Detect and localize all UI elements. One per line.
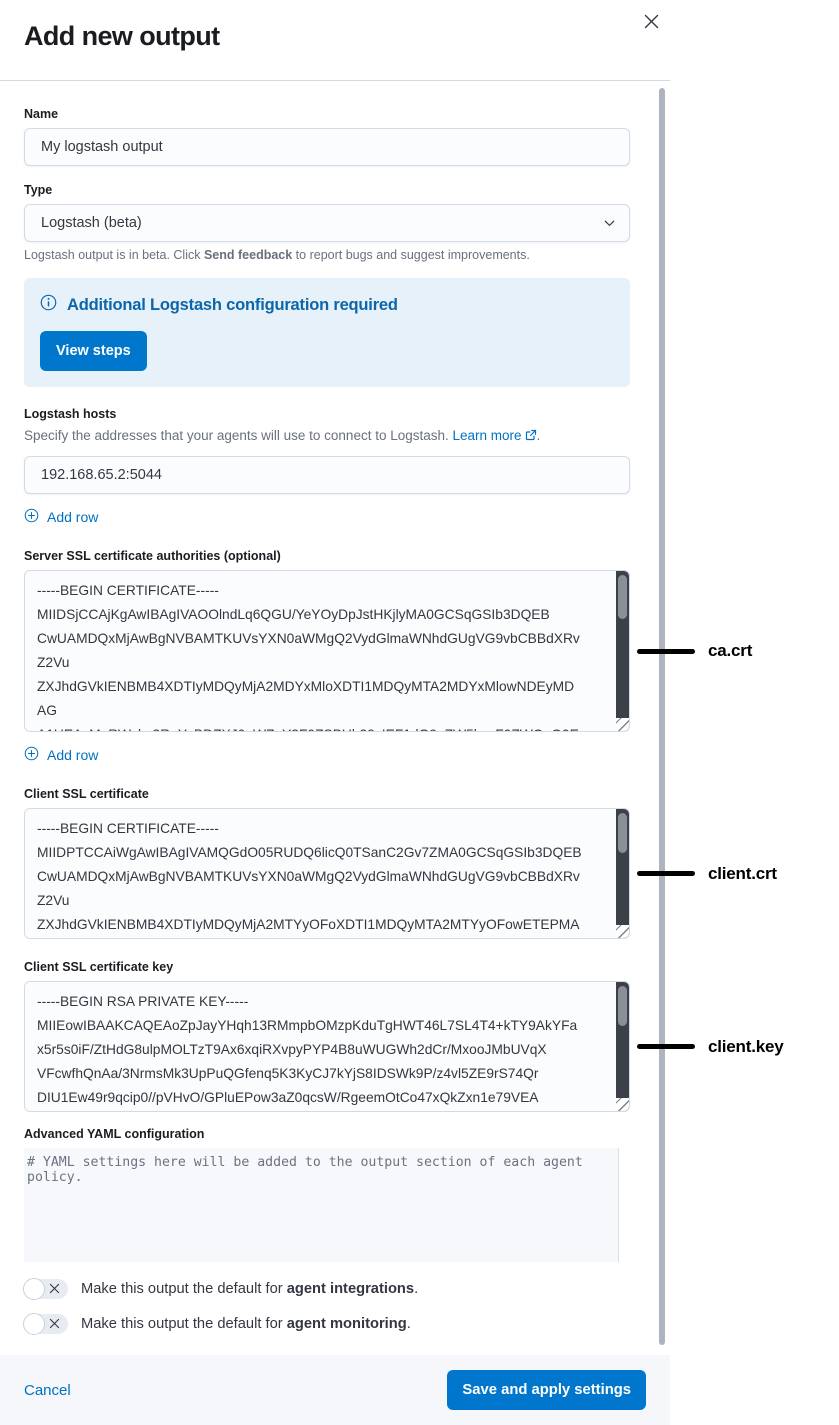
cancel-button[interactable]: Cancel	[24, 1381, 71, 1399]
toggle-off-x-icon	[49, 1317, 60, 1332]
type-select[interactable]	[24, 204, 630, 242]
close-icon[interactable]	[638, 8, 664, 34]
ca-label: Server SSL certificate authorities (optional)	[24, 549, 281, 563]
yaml-editor-gutter	[618, 1148, 630, 1262]
client-key-field-row	[24, 960, 784, 1112]
default-monitoring-toggle[interactable]	[24, 1314, 68, 1334]
default-output-toggles	[24, 1279, 630, 1334]
client-cert-annotation-line	[637, 871, 695, 876]
client-cert-field-row	[24, 787, 777, 939]
client-key-annotation	[637, 1037, 784, 1057]
client-key-label: Client SSL certificate key	[24, 960, 174, 974]
circle-plus-icon	[24, 746, 39, 764]
yaml-placeholder: # YAML settings here will be added to the output section of each agent policy.	[27, 1155, 583, 1185]
default-monitoring-row	[24, 1314, 630, 1334]
client-cert-resize-handle[interactable]	[616, 925, 629, 938]
type-select-value: Logstash (beta)	[41, 215, 142, 231]
toggle-knob	[23, 1278, 45, 1300]
ca-annotation	[637, 641, 752, 661]
client-key-textarea-scrollbar[interactable]	[616, 982, 629, 1111]
client-key-annotation-label: client.key	[708, 1036, 784, 1056]
chevron-down-icon	[602, 216, 617, 236]
circle-plus-icon	[24, 508, 39, 526]
hosts-description: Specify the addresses that your agents will use to connect to Logstash. Learn more .	[24, 428, 541, 443]
ca-annotation-label: ca.crt	[708, 641, 753, 660]
callout-title: Additional Logstash configuration required	[67, 295, 398, 314]
save-and-apply-button[interactable]: Save and apply settings	[447, 1370, 646, 1410]
default-integrations-toggle[interactable]	[24, 1279, 68, 1299]
default-monitoring-label: Make this output the default for agent monitoring.	[81, 1316, 411, 1332]
external-link-icon	[525, 429, 537, 444]
ca-annotation-line	[637, 649, 695, 654]
client-key-annotation-line	[637, 1044, 695, 1049]
toggle-off-x-icon	[49, 1282, 60, 1297]
type-label: Type	[24, 183, 53, 197]
flyout-header	[0, 0, 670, 81]
client-cert-label: Client SSL certificate	[24, 787, 149, 801]
yaml-field-row	[24, 1127, 630, 1262]
yaml-code-editor[interactable]	[24, 1148, 630, 1262]
client-cert-annotation-label: client.crt	[708, 863, 777, 883]
yaml-label: Advanced YAML configuration	[24, 1127, 205, 1141]
ca-textarea-scrollbar[interactable]	[616, 571, 629, 731]
flyout-footer	[0, 1355, 670, 1425]
hosts-label: Logstash hosts	[24, 407, 117, 421]
logstash-host-input[interactable]	[24, 456, 630, 494]
add-host-row-button[interactable]: Add row	[24, 508, 98, 526]
flyout-scrollbar[interactable]	[659, 88, 665, 1345]
client-key-resize-handle[interactable]	[616, 1098, 629, 1111]
name-field-row	[24, 107, 630, 166]
ca-resize-handle[interactable]	[616, 718, 629, 731]
toggle-knob	[23, 1313, 45, 1335]
default-integrations-label: Make this output the default for agent integrations.	[81, 1281, 419, 1297]
hosts-field-row	[24, 407, 630, 528]
page-title: Add new output	[24, 21, 220, 51]
type-help-text: Logstash output is in beta. Click Send feedback to report bugs and suggest improvements.	[24, 248, 530, 262]
learn-more-link[interactable]: Learn more	[452, 428, 522, 443]
info-icon	[40, 294, 57, 316]
client-cert-textarea[interactable]	[24, 808, 630, 939]
logstash-config-callout	[24, 278, 630, 387]
ca-field-row	[24, 549, 753, 766]
client-cert-annotation	[637, 864, 777, 884]
name-input[interactable]	[24, 128, 630, 166]
ca-textarea[interactable]	[24, 570, 630, 732]
name-label: Name	[24, 107, 59, 121]
view-steps-button[interactable]: View steps	[40, 331, 147, 371]
type-field-row	[24, 183, 630, 262]
send-feedback-text: Send feedback	[203, 248, 293, 262]
add-ca-row-button[interactable]: Add row	[24, 746, 98, 764]
flyout-body	[0, 81, 784, 1334]
default-integrations-row	[24, 1279, 630, 1299]
client-key-textarea[interactable]	[24, 981, 630, 1112]
client-cert-textarea-scrollbar[interactable]	[616, 809, 629, 938]
